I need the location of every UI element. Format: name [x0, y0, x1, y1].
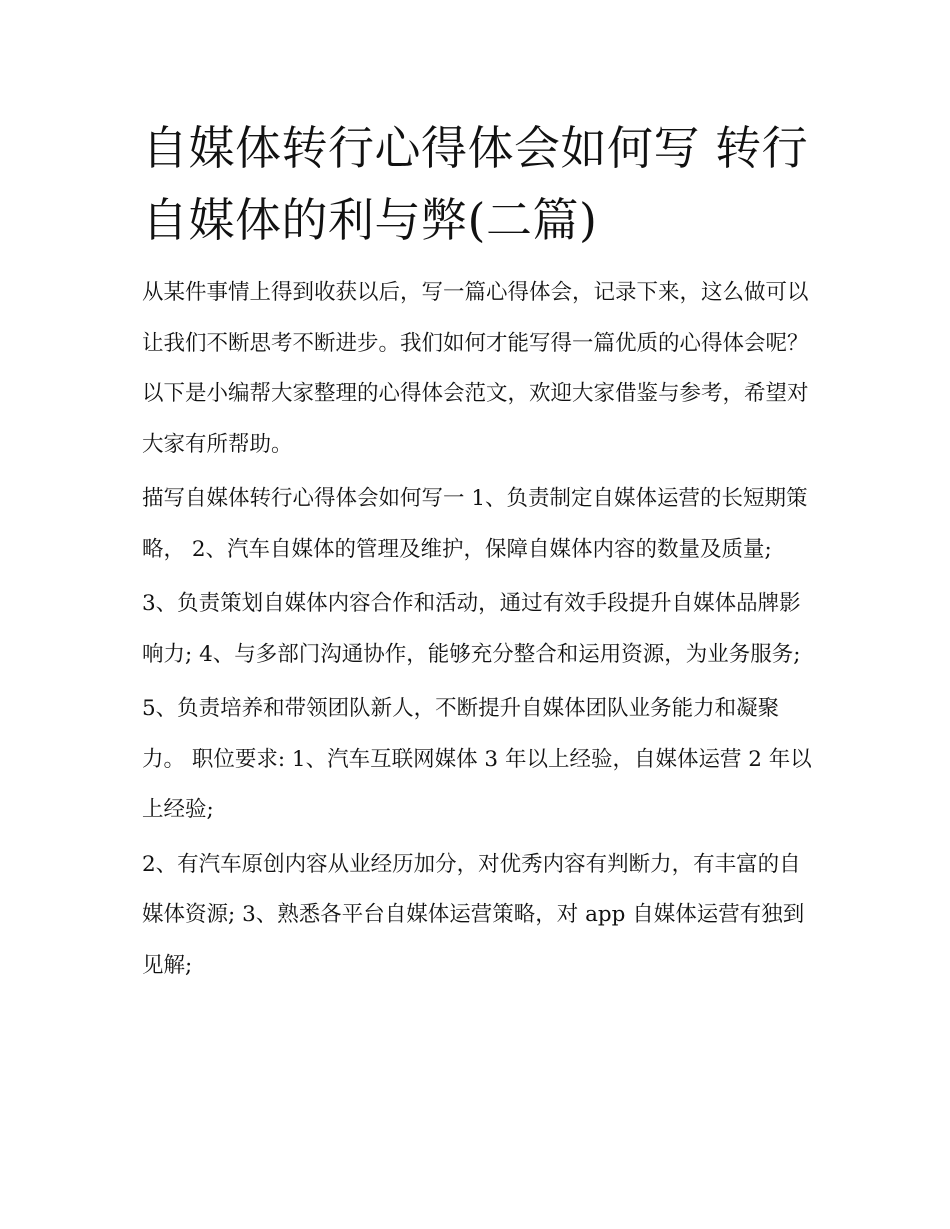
- paragraph-duties-2: 3、负责策划自媒体内容合作和活动，通过有效手段提升自媒体品牌影响力; 4、与多部门沟通协作，能够充分整合和运用资源，为业务服务;: [142, 591, 801, 667]
- paragraph-duties-3: 5、负责培养和带领团队新人，不断提升自媒体团队业务能力和凝聚力。 职位要求: 1、汽车互联网媒体 3 年以上经验，自媒体运营 2 年以上经验;: [142, 696, 812, 822]
- paragraph-duties-1: 描写自媒体转行心得体会如何写一 1、负责制定自媒体运营的长短期策略， 2、汽车自媒体的管理及维护，保障自媒体内容的数量及质量;: [142, 486, 808, 562]
- document-title: 自媒体转行心得体会如何写 转行自媒体的利与弊(二篇): [142, 121, 809, 247]
- paragraph-requirements: 2、有汽车原创内容从业经历加分，对优秀内容有判断力，有丰富的自媒体资源; 3、熟悉各平台自媒体运营策略，对 app 自媒体运营有独到见解;: [142, 851, 805, 978]
- document-body: [142, 112, 814, 995]
- paragraph-intro: 从某件事情上得到收获以后，写一篇心得体会，记录下来，这么做可以让我们不断思考不断进步。我们如何才能写得一篇优质的心得体会呢？以下是小编帮大家整理的心得体会范文，欢迎大家借鉴与参考，希望对大家有所帮助。: [142, 280, 809, 457]
